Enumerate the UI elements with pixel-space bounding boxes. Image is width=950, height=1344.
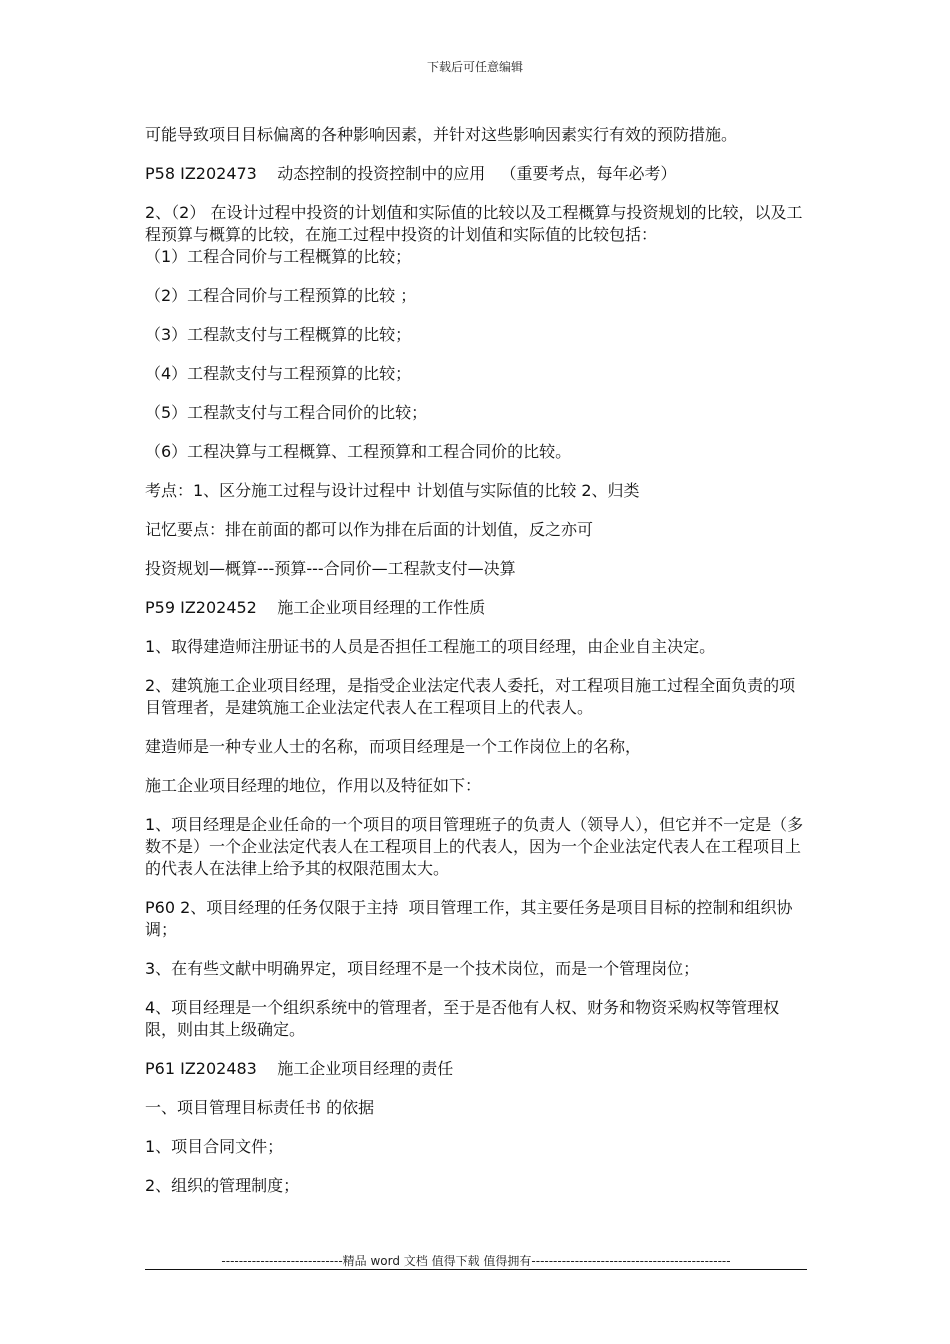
list-item: （5）工程款支付与工程合同价的比较； — [145, 403, 428, 422]
paragraph: 投资规划—概算---预算---合同价—工程款支付—决算 — [145, 559, 516, 578]
list-item: （2）工程合同价与工程预算的比较 ； — [145, 286, 417, 305]
section-heading: P61 IZ202483 施工企业项目经理的责任 — [145, 1059, 454, 1078]
paragraph: P60 2、项目经理的任务仅限于主持 项目管理工作，其主要任务是项目目标的控制和组织协调； — [145, 898, 793, 939]
paragraph: 1、项目经理是企业任命的一个项目的项目管理班子的负责人（领导人），但它并不一定是（多数不是）一个企业法定代表人在工程项目上的代表人，因为一个企业法定代表人在工程项目上的代表人在法律上给予其的权限范围太大。 — [145, 815, 804, 878]
list-item: （6）工程决算与工程概算、工程预算和工程合同价的比较。 — [145, 442, 572, 461]
paragraph: 2、建筑施工企业项目经理，是指受企业法定代表人委托，对工程项目施工过程全面负责的项目管理者，是建筑施工企业法定代表人在工程项目上的代表人。 — [145, 676, 796, 717]
paragraph: 记忆要点：排在前面的都可以作为排在后面的计划值，反之亦可 — [145, 520, 594, 539]
list-item: 1、项目合同文件； — [145, 1137, 284, 1156]
paragraph: 一、项目管理目标责任书 的依据 — [145, 1098, 375, 1117]
page-header: 下载后可任意编辑 — [426, 60, 523, 74]
page-footer: ----------------------------精品 word 文档 值得下载 值得拥有---------------------------------------------- — [221, 1254, 731, 1268]
paragraph: 2、（2） 在设计过程中投资的计划值和实际值的比较以及工程概算与投资规划的比较，以及工程预算与概算的比较，在施工过程中投资的计划值和实际值的比较包括： — [145, 203, 803, 244]
paragraph: 1、取得建造师注册证书的人员是否担任工程施工的项目经理，由企业自主决定。 — [145, 637, 716, 656]
paragraph: 3、在有些文献中明确界定，项目经理不是一个技术岗位，而是一个管理岗位； — [145, 959, 700, 978]
paragraph: 施工企业项目经理的地位，作用以及特征如下： — [145, 776, 482, 795]
section-heading: P59 IZ202452 施工企业项目经理的工作性质 — [145, 598, 486, 617]
paragraph: 4、项目经理是一个组织系统中的管理者，至于是否他有人权、财务和物资采购权等管理权限，则由其上级确定。 — [145, 998, 780, 1039]
paragraph: 建造师是一种专业人士的名称，而项目经理是一个工作岗位上的名称， — [145, 737, 642, 756]
paragraph: 考点：1、区分施工过程与设计过程中 计划值与实际值的比较 2、归类 — [145, 481, 640, 500]
list-item: （1）工程合同价与工程概算的比较； — [145, 247, 412, 266]
list-item: （3）工程款支付与工程概算的比较； — [145, 325, 412, 344]
footer-divider — [145, 1269, 807, 1270]
list-item: （4）工程款支付与工程预算的比较； — [145, 364, 412, 383]
document-body — [145, 124, 810, 1214]
paragraph: 可能导致项目目标偏离的各种影响因素，并针对这些影响因素实行有效的预防措施。 — [145, 125, 738, 144]
list-item: 2、组织的管理制度； — [145, 1176, 300, 1195]
section-heading: P58 IZ202473 动态控制的投资控制中的应用 （重要考点，每年必考） — [145, 164, 677, 183]
